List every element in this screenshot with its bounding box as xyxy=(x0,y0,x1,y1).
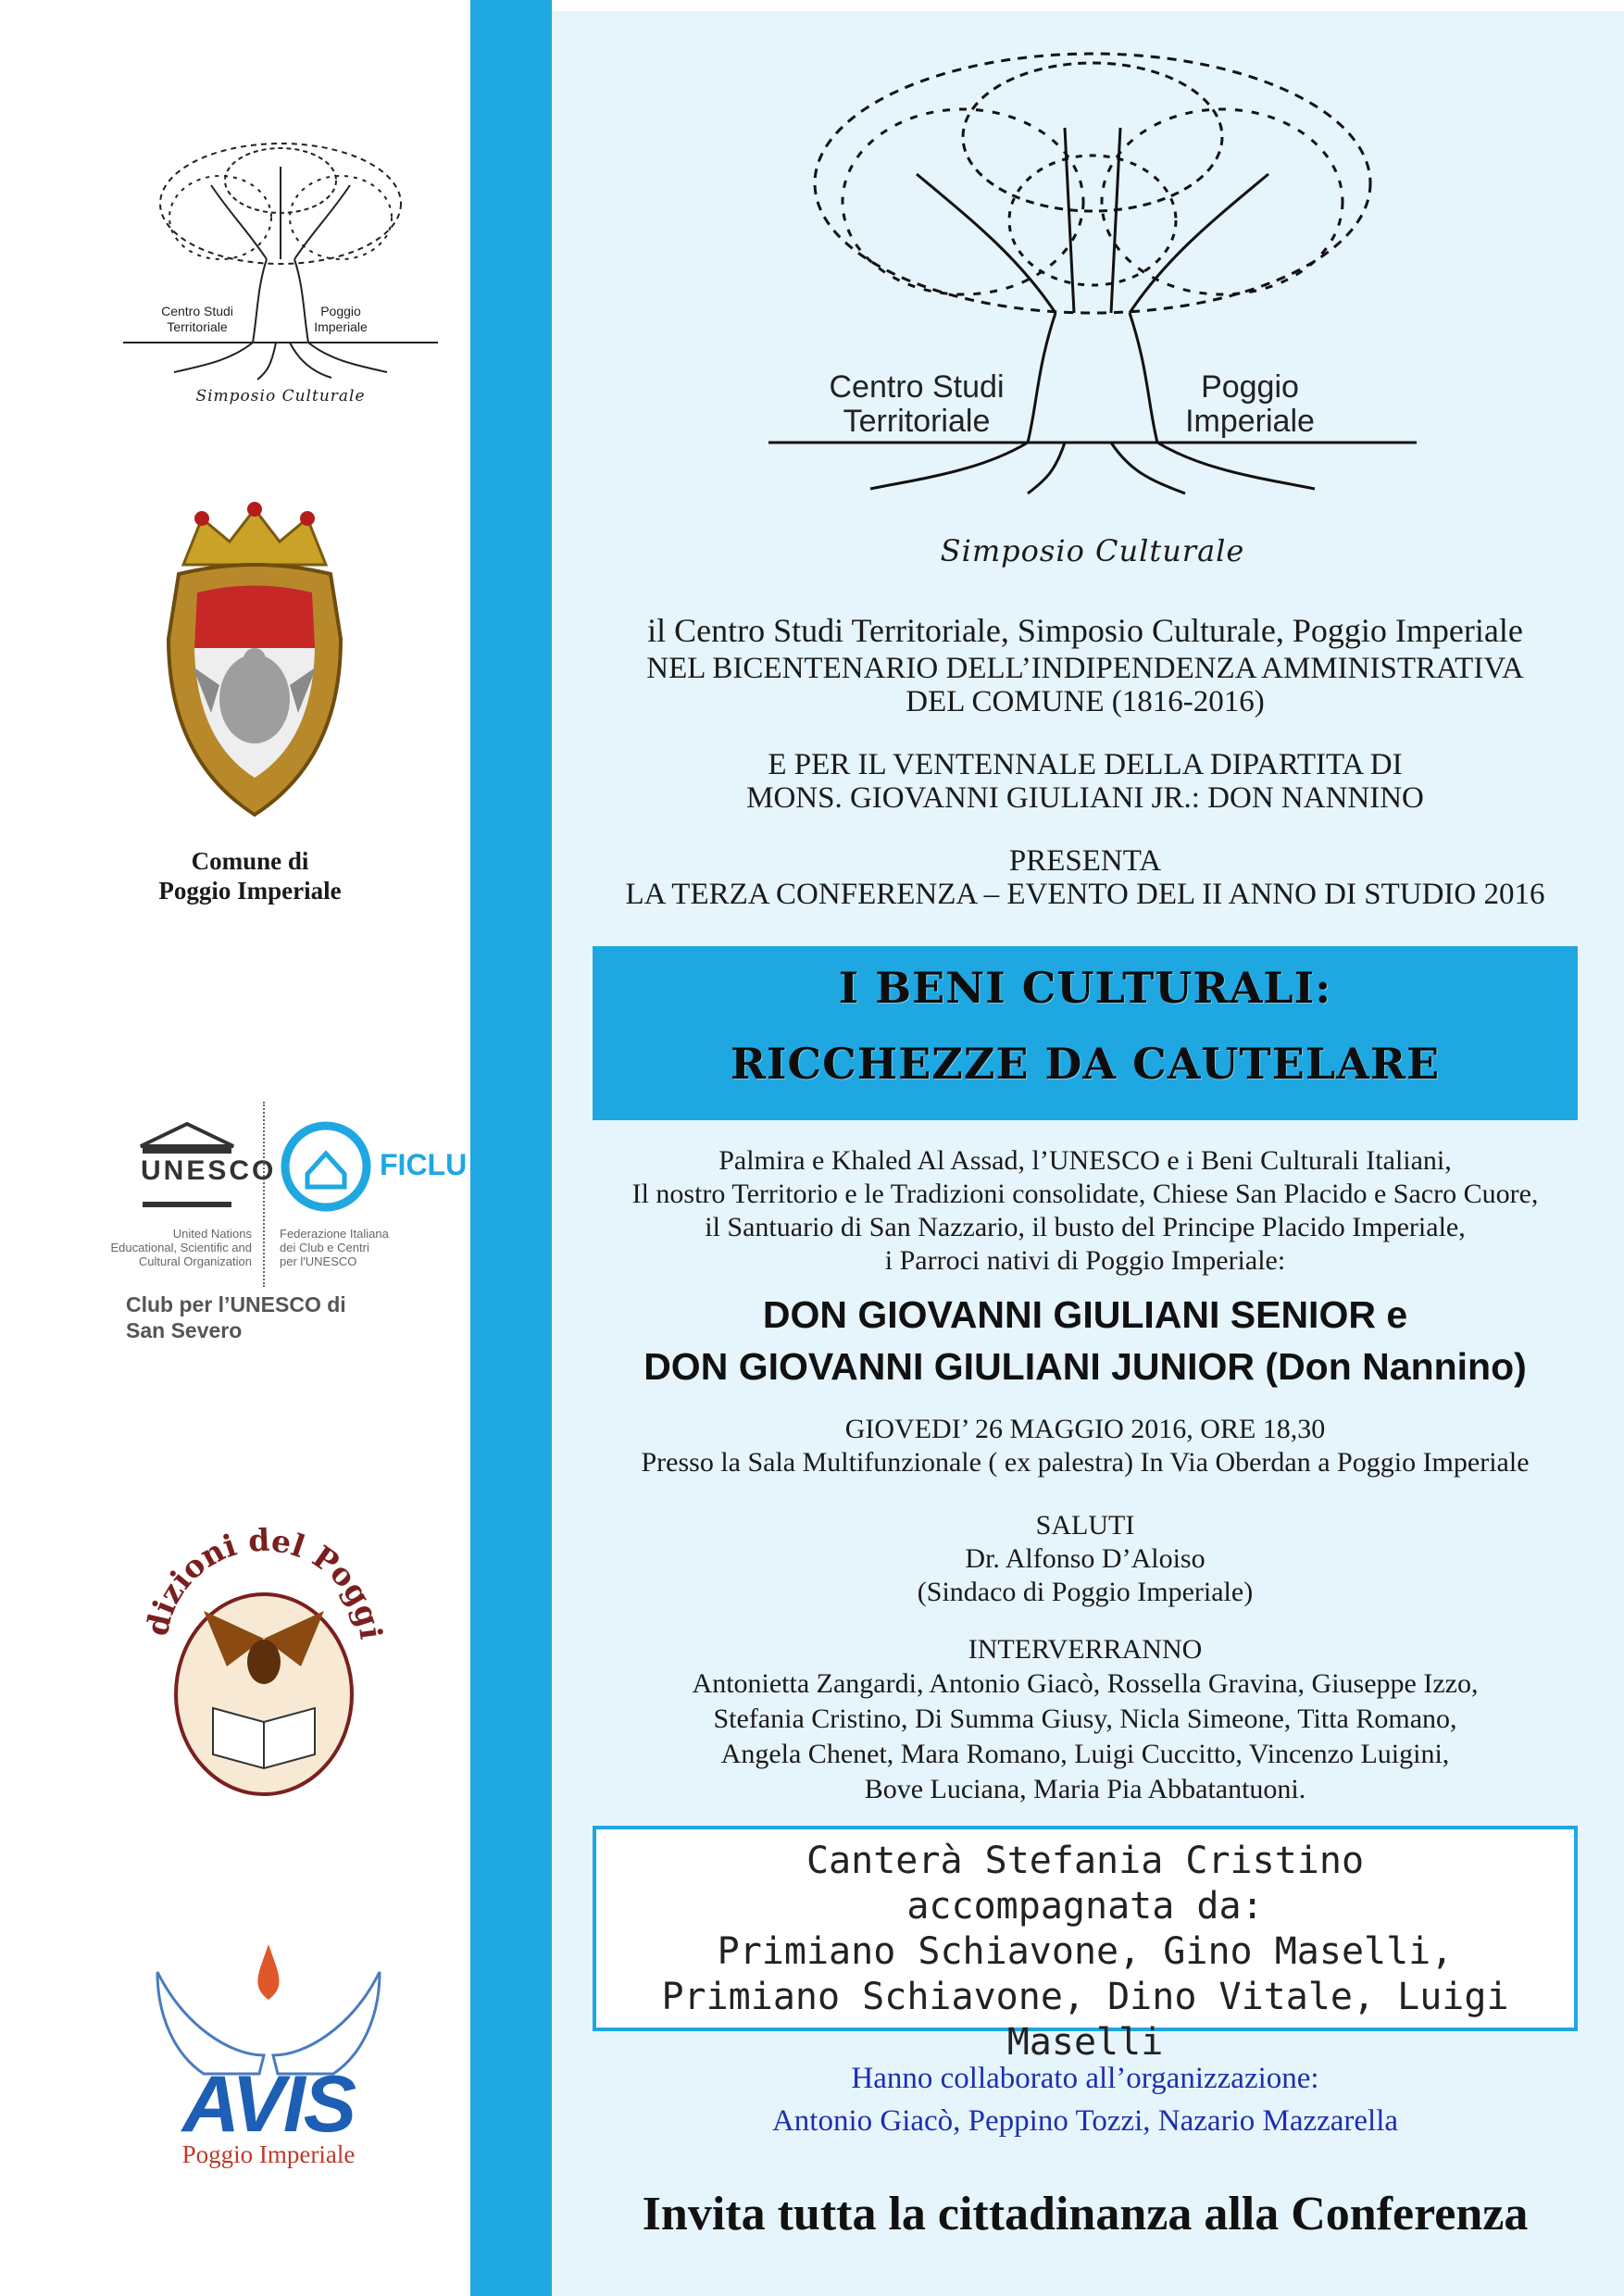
logo-divider xyxy=(263,1102,267,1287)
small-logo-right-caption-2: Imperiale xyxy=(314,319,368,334)
header-logo-subtitle: Simposio Culturale xyxy=(940,533,1245,568)
small-logo-left-caption-2: Territoriale xyxy=(167,319,228,334)
speakers-line-1: Antonietta Zangardi, Antonio Giacò, Rossella Gravina, Giuseppe Izzo, xyxy=(692,1668,1479,1699)
edizioni-del-poggio-logo xyxy=(139,1491,389,1796)
header-logo-left-caption-2: Territoriale xyxy=(843,404,991,439)
intro-line-1: il Centro Studi Territoriale, Simposio Culturale, Poggio Imperiale xyxy=(647,612,1523,649)
saluti-role: (Sindaco di Poggio Imperiale) xyxy=(917,1577,1254,1607)
club-line-1: Club per l’UNESCO di xyxy=(126,1292,346,1316)
event-when: GIOVEDI’ 26 MAGGIO 2016, ORE 18,30 xyxy=(844,1414,1326,1444)
accent-strip xyxy=(470,0,552,2296)
comune-line-1: Comune di xyxy=(191,847,309,875)
saluti-heading: SALUTI xyxy=(1035,1510,1135,1541)
music-line-2: accompagnata da: xyxy=(906,1885,1264,1928)
avis-logo xyxy=(148,1935,389,2176)
speakers-block xyxy=(567,1633,1604,1807)
avis-word: AVIS xyxy=(181,2060,356,2149)
music-line-1: Canterà Stefania Cristino xyxy=(806,1840,1365,1882)
topics-line-1: Palmira e Khaled Al Assad, l’UNESCO e i Beni Culturali Italiani, xyxy=(718,1145,1452,1176)
ficlu-caption-1: Federazione Italiana xyxy=(280,1227,389,1241)
unesco-ficlu-logo xyxy=(61,1092,478,1352)
speakers-line-3: Angela Chenet, Mara Romano, Luigi Cuccitto, Vincenzo Luigini, xyxy=(720,1739,1450,1769)
music-box xyxy=(593,1826,1578,2064)
header-logo-left-caption-1: Centro Studi xyxy=(829,369,1005,405)
title-box xyxy=(593,946,1578,1120)
title-line-2: RICCHEZZE DA CAUTELARE xyxy=(730,1039,1441,1089)
unesco-caption-2: Educational, Scientific and xyxy=(110,1241,252,1254)
intro-line-7: LA TERZA CONFERENZA – EVENTO DEL II ANNO DI STUDIO 2016 xyxy=(625,878,1545,911)
unesco-caption-3: Cultural Organization xyxy=(138,1254,252,1268)
collaborators-line-2: Antonio Giacò, Peppino Tozzi, Nazario Mazzarella xyxy=(771,2104,1399,2138)
speakers-line-4: Bove Luciana, Maria Pia Abbatantuoni. xyxy=(864,1774,1306,1804)
unesco-caption-1: United Nations xyxy=(172,1227,252,1241)
intro-line-2: NEL BICENTENARIO DELL’INDIPENDENZA AMMINISTRATIVA xyxy=(646,652,1524,685)
topics-block xyxy=(567,1144,1604,1278)
intro-line-5: MONS. GIOVANNI GIULIANI JR.: DON NANNINO xyxy=(746,781,1424,815)
club-line-2: San Severo xyxy=(126,1318,243,1342)
music-line-3: Primiano Schiavone, Gino Maselli, xyxy=(717,1930,1454,1973)
event-block xyxy=(567,1413,1604,1479)
collaborators-block xyxy=(567,2057,1604,2142)
unesco-word: UNESCO xyxy=(141,1155,277,1186)
intro-block xyxy=(567,611,1604,911)
honorees-block xyxy=(567,1289,1604,1392)
small-tree-logo xyxy=(119,130,443,417)
speakers-line-2: Stefania Cristino, Di Summa Giusy, Nicla Simeone, Titta Romano, xyxy=(713,1703,1457,1734)
comune-coat-of-arms xyxy=(156,500,354,833)
header-logo-right-caption-1: Poggio xyxy=(1201,369,1299,405)
topics-line-3: il Santuario di San Nazzario, il busto del Principe Placido Imperiale, xyxy=(705,1212,1466,1242)
event-where: Presso la Sala Multifunzionale ( ex palestra) In Via Oberdan a Poggio Imperiale xyxy=(641,1447,1530,1478)
comune-line-2: Poggio Imperiale xyxy=(158,877,342,905)
topics-line-4: i Parroci nativi di Poggio Imperiale: xyxy=(884,1245,1286,1276)
small-logo-right-caption-1: Poggio xyxy=(320,304,361,318)
honorees-line-2: DON GIOVANNI GIULIANI JUNIOR (Don Nannino) xyxy=(643,1345,1527,1388)
header-logo-right-caption-2: Imperiale xyxy=(1185,404,1315,439)
avis-subtitle: Poggio Imperiale xyxy=(181,2140,356,2168)
small-logo-left-caption-1: Centro Studi xyxy=(161,304,233,318)
coat-of-arms-icon xyxy=(156,500,354,833)
ficlu-caption-2: dei Club e Centri xyxy=(280,1241,369,1254)
closing-invitation: Invita tutta la cittadinanza alla Conferenza xyxy=(642,2188,1529,2240)
edizioni-arc-text: dizioni del Poggi xyxy=(139,1521,389,1641)
intro-line-6: PRESENTA xyxy=(1008,844,1162,878)
speakers-heading: INTERVERRANNO xyxy=(968,1634,1203,1665)
topics-line-2: Il nostro Territorio e le Tradizioni consolidate, Chiese San Placido e Sacro Cuore, xyxy=(631,1179,1539,1209)
intro-line-4: E PER IL VENTENNALE DELLA DIPARTITA DI xyxy=(768,748,1403,781)
tree-icon xyxy=(119,130,443,417)
honorees-line-1: DON GIOVANNI GIULIANI SENIOR e xyxy=(762,1293,1408,1336)
title-line-1: I BENI CULTURALI: xyxy=(838,963,1332,1013)
ficlu-icon xyxy=(280,1120,372,1213)
ficlu-word: FICLU xyxy=(380,1148,468,1181)
ficlu-caption-3: per l'UNESCO xyxy=(280,1254,357,1268)
music-line-4: Primiano Schiavone, Dino Vitale, Luigi Maselli xyxy=(661,1976,1509,2064)
collaborators-line-1: Hanno collaborato all’organizzazione: xyxy=(851,2062,1319,2095)
small-logo-subtitle: Simposio Culturale xyxy=(195,387,366,406)
header-tree-logo xyxy=(759,35,1426,581)
intro-line-3: DEL COMUNE (1816-2016) xyxy=(906,685,1265,718)
comune-label xyxy=(102,846,398,905)
edizioni-icon xyxy=(139,1491,389,1796)
saluti-block xyxy=(567,1509,1604,1609)
saluti-name: Dr. Alfonso D’Aloiso xyxy=(965,1543,1206,1574)
